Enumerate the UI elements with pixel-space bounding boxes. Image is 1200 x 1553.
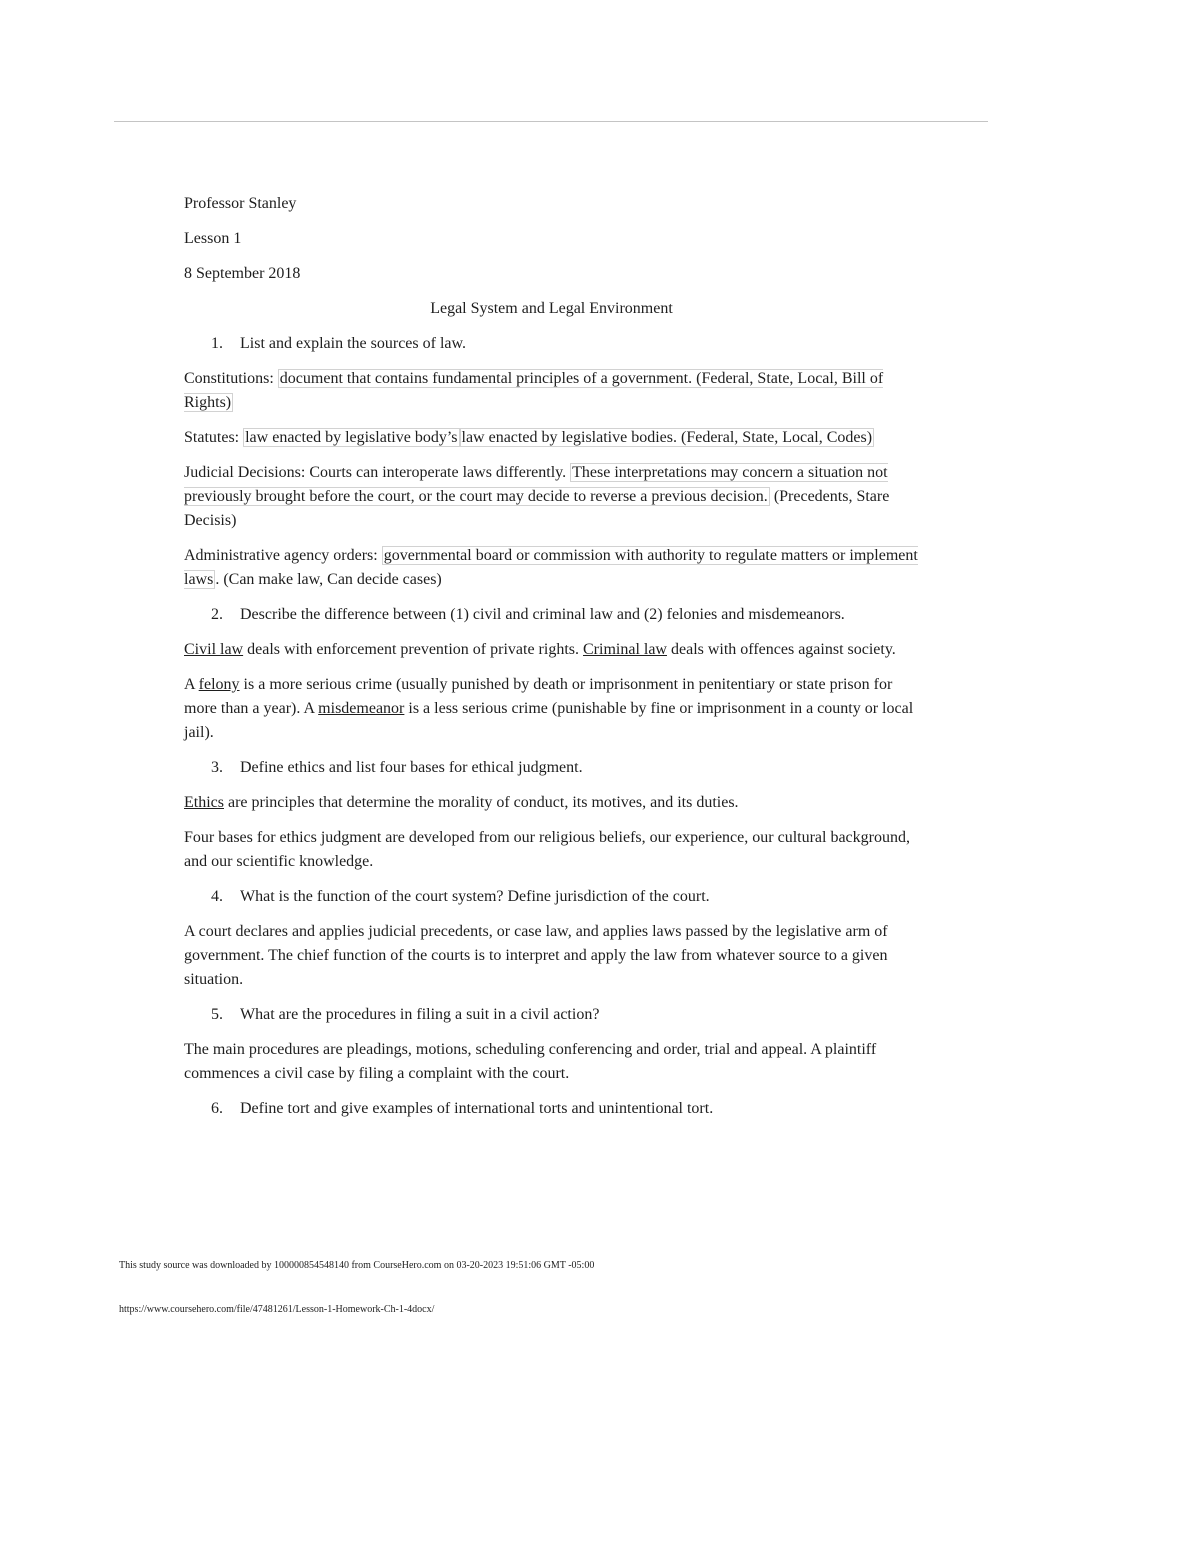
source-url[interactable]: https://www.coursehero.com/file/47481261/Lesson-1-Homework-Ch-1-4docx/	[119, 1304, 435, 1315]
answer-label: Constitutions:	[184, 370, 278, 387]
question-1	[184, 332, 919, 356]
question-number: 4.	[211, 888, 223, 905]
answer-civil-criminal	[184, 638, 919, 662]
answer-ethics	[184, 791, 919, 815]
highlighted-text: document that contains fundamental principles of a government. (Federal, State, Local, Bill of Rights)	[184, 370, 884, 411]
answer-statutes	[184, 426, 919, 450]
term-ethics: Ethics	[184, 794, 224, 811]
answer-court-system: A court declares and applies judicial precedents, or case law, and applies laws passed by the legislative arm of government. The chief function of the courts is to interpret and apply the law from whatever source to a given situation.	[184, 923, 888, 988]
answer-text: is a less serious crime (punishable by fine or imprisonment in a county or local jail).	[184, 700, 914, 741]
answer-label: Administrative agency orders:	[184, 547, 382, 564]
question-text: Define ethics and list four bases for ethical judgment.	[240, 759, 583, 776]
question-number: 3.	[211, 759, 223, 776]
answer-tail: . (Can make law, Can decide cases)	[215, 571, 442, 588]
answer-text: is a more serious crime (usually punished by death or imprisonment in penitentiary or state prison for more than a year). A	[184, 676, 893, 717]
question-number: 2.	[211, 606, 223, 623]
download-note: This study source was downloaded by 100000854548140 from CourseHero.com on 03-20-2023 19:51:06 GMT -05:00	[119, 1260, 595, 1271]
question-text: Define tort and give examples of international torts and unintentional tort.	[240, 1100, 714, 1117]
question-2	[184, 603, 919, 627]
question-number: 5.	[211, 1006, 223, 1023]
term-misdemeanor: misdemeanor	[318, 700, 405, 717]
highlighted-text: These interpretations may concern a situation not previously brought before the court, or the court may decide to reverse a previous decision.	[184, 464, 888, 505]
question-3	[184, 756, 919, 780]
answer-constitutions	[184, 367, 919, 415]
answer-label: Statutes:	[184, 429, 244, 446]
term-civil-law: Civil law	[184, 641, 244, 658]
document-body	[184, 192, 919, 1132]
header-rule	[114, 121, 988, 122]
highlighted-text: governmental board or commission with authority to regulate matters or implement laws	[184, 547, 918, 588]
question-6	[184, 1097, 919, 1121]
question-text: What is the function of the court system? Define jurisdiction of the court.	[240, 888, 710, 905]
document-title: Legal System and Legal Environment	[430, 300, 673, 317]
answer-text: A	[184, 676, 199, 693]
question-number: 6.	[211, 1100, 223, 1117]
answer-ethics-bases: Four bases for ethics judgment are developed from our religious beliefs, our experience, our cultural background, and our scientific knowledge.	[184, 829, 910, 870]
term-criminal-law: Criminal law	[583, 641, 667, 658]
highlighted-text: law enacted by legislative bodies. (Federal, State, Local, Codes)	[461, 429, 873, 446]
professor-name: Professor Stanley	[184, 195, 297, 212]
question-text: What are the procedures in filing a suit in a civil action?	[240, 1006, 600, 1023]
term-felony: felony	[198, 676, 240, 693]
lesson-label: Lesson 1	[184, 230, 242, 247]
answer-label: Judicial Decisions: Courts can interoperate laws differently.	[184, 464, 571, 481]
question-text: Describe the difference between (1) civil and criminal law and (2) felonies and misdemeanors.	[240, 606, 845, 623]
answer-administrative	[184, 544, 919, 592]
answer-civil-procedures: The main procedures are pleadings, motions, scheduling conferencing and order, trial and appeal. A plaintiff commences a civil case by filing a complaint with the court.	[184, 1041, 877, 1082]
question-text: List and explain the sources of law.	[240, 335, 467, 352]
answer-text: are principles that determine the morality of conduct, its motives, and its duties.	[224, 794, 739, 811]
answer-text: deals with enforcement prevention of private rights.	[243, 641, 583, 658]
answer-text: deals with offences against society.	[666, 641, 896, 658]
document-date: 8 September 2018	[184, 265, 301, 282]
answer-felony-misdemeanor	[184, 673, 919, 745]
question-number: 1.	[211, 335, 223, 352]
highlighted-text: law enacted by legislative body’s	[245, 429, 458, 446]
answer-tail: (Precedents, Stare Decisis)	[184, 488, 890, 529]
question-4	[184, 885, 919, 909]
question-5	[184, 1003, 919, 1027]
answer-judicial-decisions	[184, 461, 919, 533]
